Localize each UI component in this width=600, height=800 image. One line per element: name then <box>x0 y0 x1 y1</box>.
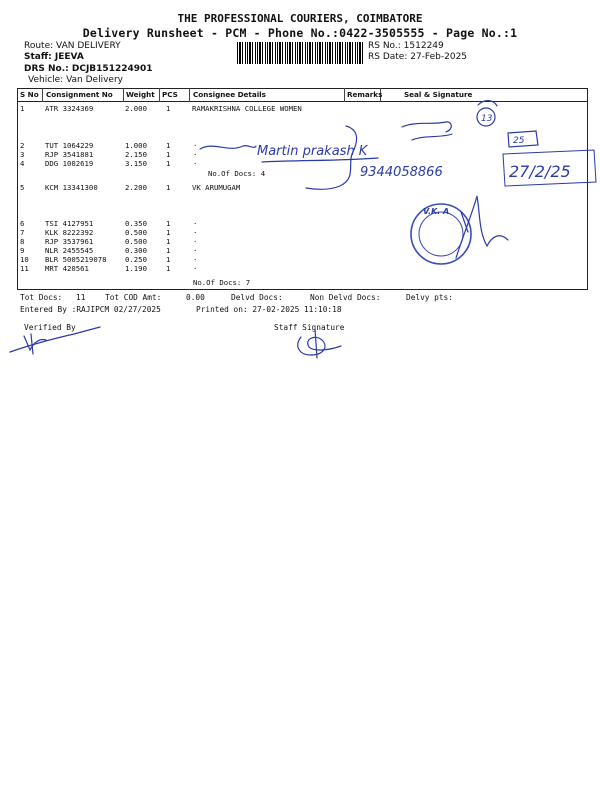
docs-count: No.Of Docs: 7 <box>193 278 251 287</box>
row-pcs: 1 <box>166 159 171 168</box>
row-weight: 2.000 <box>125 104 147 113</box>
row-weight: 0.500 <box>125 237 147 246</box>
tot-docs-label: Tot Docs: <box>20 293 63 302</box>
row-sno: 5 <box>20 183 25 192</box>
staff-label: Staff: JEEVA <box>24 52 84 62</box>
row-sno: 3 <box>20 150 25 159</box>
row-sno: 2 <box>20 141 25 150</box>
row-weight: 1.190 <box>125 264 147 273</box>
cod-label: Tot COD Amt: <box>105 293 162 302</box>
stamp-number: 13 <box>481 114 493 124</box>
row-consignee: VK ARUMUGAM <box>192 183 241 192</box>
row-weight: 0.300 <box>125 246 147 255</box>
row-consignee: . <box>193 217 198 226</box>
drs-number: DRS No.: DCJB151224901 <box>24 64 153 74</box>
company-name: THE PROFESSIONAL COURIERS, COIMBATORE <box>177 12 423 25</box>
row-consignee: . <box>193 157 198 166</box>
row-weight: 3.150 <box>125 159 147 168</box>
docs-count: No.Of Docs: 4 <box>208 169 266 178</box>
staff-signature-label: Staff Signature <box>274 323 345 332</box>
row-pcs: 1 <box>166 150 171 159</box>
row-consignee: . <box>193 148 198 157</box>
row-weight: 1.000 <box>125 141 147 150</box>
entered-by: Entered By :RAJIPCM 02/27/2025 <box>20 305 161 314</box>
row-consignee: . <box>193 139 198 148</box>
row-consignment: ATR 3324369 <box>45 104 94 113</box>
row-consignment: TSI 4127951 <box>45 219 94 228</box>
box-number: 25 <box>513 136 525 146</box>
row-consignment: KCM 13341300 <box>45 183 98 192</box>
verified-by-label: Verified By <box>24 323 76 332</box>
row-pcs: 1 <box>166 255 171 264</box>
row-consignment: NLR 2455545 <box>45 246 94 255</box>
delvy-pts-label: Delvy pts: <box>406 293 453 302</box>
row-consignment: RJP 3537961 <box>45 237 94 246</box>
row-consignee: RAMAKRISHNA COLLEGE WOMEN <box>192 104 302 113</box>
row-consignee: . <box>193 226 198 235</box>
handwritten-phone: 9344058866 <box>360 165 443 180</box>
row-consignment: KLK 8222392 <box>45 228 94 237</box>
row-sno: 1 <box>20 104 25 113</box>
row-weight: 2.200 <box>125 183 147 192</box>
row-consignee: . <box>193 253 198 262</box>
col-pcs: PCS <box>162 90 178 99</box>
row-pcs: 1 <box>166 104 171 113</box>
stamp-text: V.K. A <box>423 207 450 216</box>
row-consignment: BLR 5005219078 <box>45 255 107 264</box>
row-consignment: RJP 3541881 <box>45 150 94 159</box>
non-delvd-docs-label: Non Delvd Docs: <box>310 293 381 302</box>
delvd-docs-label: Delvd Docs: <box>231 293 283 302</box>
row-consignment: DDG 1002619 <box>45 159 94 168</box>
row-sno: 8 <box>20 237 25 246</box>
col-sno: S No <box>20 90 39 99</box>
handwritten-date: 27/2/25 <box>509 162 571 181</box>
row-consignee: . <box>193 262 198 271</box>
route-label: Route: VAN DELIVERY <box>24 41 121 51</box>
row-pcs: 1 <box>166 219 171 228</box>
row-consignment: MRT 420561 <box>45 264 89 273</box>
rs-number: RS No.: 1512249 <box>368 41 444 51</box>
row-pcs: 1 <box>166 183 171 192</box>
row-pcs: 1 <box>166 141 171 150</box>
row-sno: 4 <box>20 159 25 168</box>
row-sno: 6 <box>20 219 25 228</box>
row-weight: 0.350 <box>125 219 147 228</box>
rs-date: RS Date: 27-Feb-2025 <box>368 52 468 62</box>
col-weight: Weight <box>126 90 155 99</box>
printed-on: Printed on: 27-02-2025 11:10:18 <box>196 305 342 314</box>
row-sno: 7 <box>20 228 25 237</box>
col-consignment: Consignment No <box>46 90 113 99</box>
row-pcs: 1 <box>166 228 171 237</box>
row-weight: 0.250 <box>125 255 147 264</box>
col-remarks: Remarks <box>347 90 383 99</box>
row-weight: 2.150 <box>125 150 147 159</box>
row-pcs: 1 <box>166 246 171 255</box>
row-consignee: . <box>193 235 198 244</box>
row-sno: 11 <box>20 264 29 273</box>
col-consignee: Consignee Details <box>193 90 266 99</box>
col-seal-signature: Seal & Signature <box>404 90 473 99</box>
row-pcs: 1 <box>166 237 171 246</box>
row-sno: 10 <box>20 255 29 264</box>
row-sno: 9 <box>20 246 25 255</box>
cod-value: 0.00 <box>186 293 205 302</box>
vehicle-label: Vehicle: Van Delivery <box>28 75 123 85</box>
runsheet-title: Delivery Runsheet - PCM - Phone No.:0422-3505555 - Page No.:1 <box>82 26 518 40</box>
row-consignment: TUT 1064229 <box>45 141 94 150</box>
handwritten-name: Martin prakash K <box>257 144 368 159</box>
row-consignee: . <box>193 244 198 253</box>
row-pcs: 1 <box>166 264 171 273</box>
tot-docs-value: 11 <box>76 293 86 302</box>
row-weight: 0.500 <box>125 228 147 237</box>
